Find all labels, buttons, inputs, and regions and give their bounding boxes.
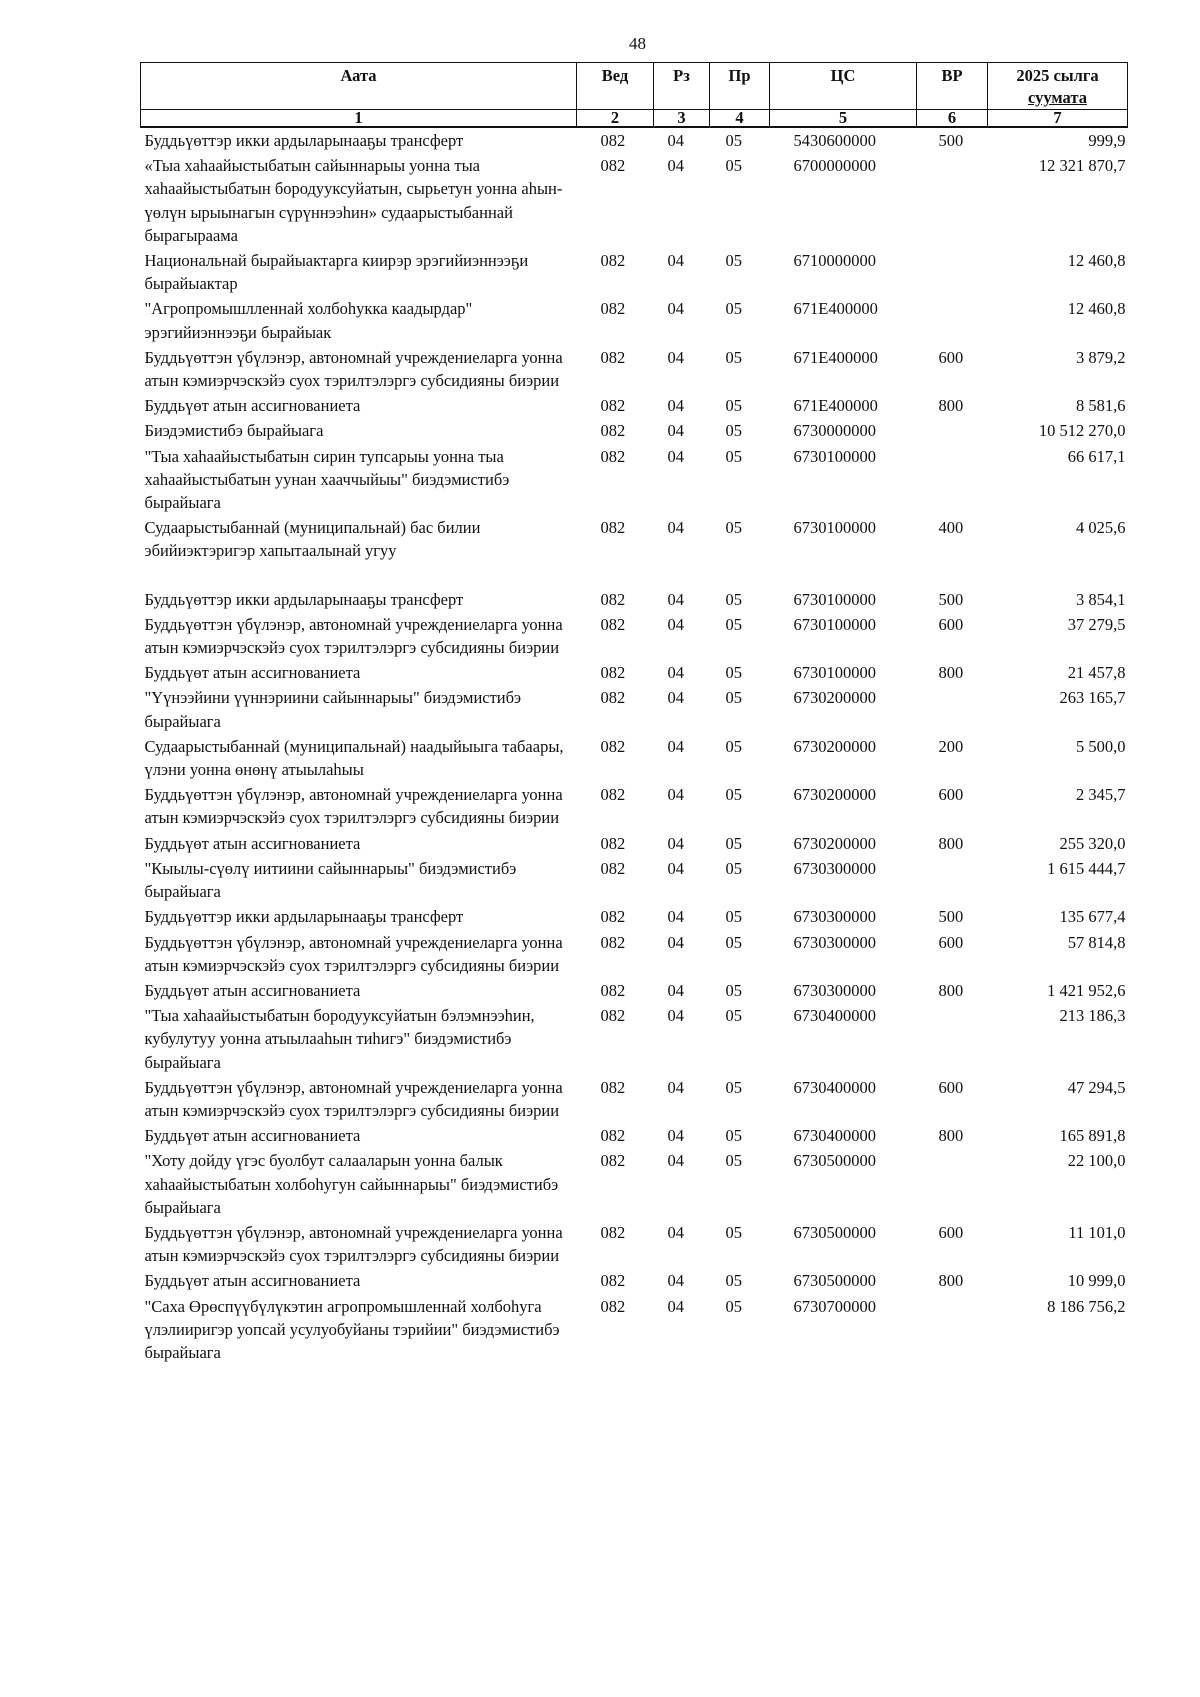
table-row [141,904,1128,929]
row-cs: 6730300000 [793,932,876,952]
header-pr: Пр [710,63,770,110]
row-ved: 082 [600,1296,626,1316]
row-pr: 05 [725,131,742,150]
row-amount: 12 321 870,7 [1038,156,1126,176]
row-name: Буддьүөттэр икки ардыларынааҕы трансферт [144,131,464,150]
row-rz: 04 [667,932,684,952]
row-name: Буддьүөттэн үбүлэнэр, автономнай учреждениеларга уонна атын кэмиэрчэскэйэ суох тэрилтэлэргэ субсидияны биэрии [144,614,563,658]
row-cs: 6730200000 [793,833,876,853]
row-vr [917,856,988,904]
row-vr: 400 [938,518,964,538]
row-cs: 6730300000 [793,980,876,1000]
row-amount: 1 421 952,6 [1047,980,1126,1000]
table-row [141,1220,1128,1268]
row-cs: 6730100000 [793,446,876,466]
row-ved: 082 [600,907,626,927]
row-rz: 04 [667,980,684,1000]
table-body [141,127,1128,1365]
row-vr: 600 [938,1222,964,1242]
row-ved: 082 [600,446,626,466]
table-row [141,1148,1128,1220]
row-cs: 6730300000 [793,858,876,878]
row-rz: 04 [667,688,684,708]
row-pr: 05 [725,736,742,756]
row-amount: 47 294,5 [1067,1077,1126,1097]
table-row [141,1294,1128,1366]
row-amount: 135 677,4 [1059,907,1126,927]
row-rz: 04 [667,1077,684,1097]
row-ved: 082 [600,1271,626,1291]
row-rz: 04 [667,396,684,416]
row-ved: 082 [600,347,626,367]
row-name: Буддьүөт атын ассигнованиета [144,833,361,853]
row-name: Буддьүөт атын ассигнованиета [144,980,361,1000]
row-name: "Агропромышлленнай холбоһукка каадырдар" эрэгийиэннээҕи бырайыак [144,299,473,342]
row-pr: 05 [725,614,742,634]
row-pr: 05 [725,347,742,367]
row-cs: 6730500000 [793,1271,876,1291]
row-rz: 04 [667,299,684,319]
row-ved: 082 [600,1151,626,1171]
row-vr [917,1148,988,1220]
table-row [141,782,1128,830]
row-name: Судаарыстыбаннай (муниципальнай) бас билии эбийиэктэригэр хапытаалынай угуу [144,518,481,561]
row-cs: 6730200000 [793,736,876,756]
row-ved: 082 [600,736,626,756]
row-rz: 04 [667,421,684,441]
table-row [141,345,1128,393]
row-rz: 04 [667,736,684,756]
table-row [141,248,1128,296]
row-rz: 04 [667,1006,684,1026]
row-vr: 600 [938,932,964,952]
row-pr: 05 [725,589,742,609]
row-rz: 04 [667,858,684,878]
header-cs: ЦС [770,63,917,110]
row-rz: 04 [667,347,684,367]
row-amount: 37 279,5 [1067,614,1126,634]
row-vr: 600 [938,614,964,634]
row-rz: 04 [667,1126,684,1146]
table-row [141,660,1128,685]
table-row [141,127,1128,153]
row-ved: 082 [600,688,626,708]
table-row [141,1075,1128,1123]
row-cs: 671Е400000 [793,299,878,319]
row-rz: 04 [667,1151,684,1171]
row-ved: 082 [600,421,626,441]
row-ved: 082 [600,299,626,319]
table-row [141,515,1128,586]
row-name: Буддьүөттэн үбүлэнэр, автономнай учреждениеларга уонна атын кэмиэрчэскэйэ суох тэрилтэлэргэ субсидияны биэрии [144,1222,563,1266]
table-row [141,153,1128,248]
row-vr [917,1003,988,1075]
page-number: 48 [629,34,646,53]
row-ved: 082 [600,396,626,416]
row-rz: 04 [667,663,684,683]
row-amount: 263 165,7 [1059,688,1126,708]
header-num: 5 [770,110,917,128]
row-name: Буддьүөттэн үбүлэнэр, автономнай учреждениеларга уонна атын кэмиэрчэскэйэ суох тэрилтэлэргэ субсидияны биэрии [144,347,563,391]
row-cs: 6730100000 [793,518,876,538]
row-rz: 04 [667,589,684,609]
row-pr: 05 [725,663,742,683]
table-row [141,1003,1128,1075]
row-vr: 600 [938,785,964,805]
row-name: Национальнай бырайыактарга киирэр эрэгийиэннээҕи бырайыактар [144,251,529,294]
row-amount: 22 100,0 [1067,1151,1126,1171]
header-amount-line1: 2025 сылга [1016,66,1099,85]
row-amount: 12 460,8 [1067,299,1126,319]
row-vr: 800 [938,833,964,853]
row-pr: 05 [725,1296,742,1316]
row-cs: 6730000000 [793,421,876,441]
row-vr: 200 [938,736,964,756]
row-pr: 05 [725,156,742,176]
row-pr: 05 [725,1006,742,1026]
table-row [141,685,1128,733]
row-amount: 8 186 756,2 [1047,1296,1126,1316]
row-pr: 05 [725,932,742,952]
row-name: "Саха Өрөспүүбүлүкэтин агропромышленнай холбоһуга үлэлииригэр уопсай усулуобуйаны тэрийии" биэдэмистибэ бырайыага [144,1296,560,1362]
header-num: 1 [141,110,577,128]
header-num: 4 [710,110,770,128]
header-amount-line2: суумата [1028,88,1087,107]
table-row [141,393,1128,418]
row-cs: 6730100000 [793,614,876,634]
row-vr [917,248,988,296]
row-amount: 255 320,0 [1059,833,1126,853]
row-rz: 04 [667,156,684,176]
row-amount: 1 615 444,7 [1047,858,1126,878]
row-amount: 3 879,2 [1076,347,1126,367]
table-row [141,978,1128,1003]
row-pr: 05 [725,688,742,708]
row-rz: 04 [667,614,684,634]
row-cs: 6730500000 [793,1151,876,1171]
header-num: 6 [917,110,988,128]
row-vr [917,685,988,733]
row-rz: 04 [667,1222,684,1242]
row-amount: 3 854,1 [1076,589,1126,609]
header-ved: Вед [577,63,654,110]
row-ved: 082 [600,1126,626,1146]
header-vr: ВР [917,63,988,110]
row-cs: 6730100000 [793,663,876,683]
row-rz: 04 [667,833,684,853]
row-vr: 800 [938,396,964,416]
row-ved: 082 [600,589,626,609]
row-cs: 6730200000 [793,785,876,805]
row-amount: 10 512 270,0 [1038,421,1126,441]
row-amount: 213 186,3 [1059,1006,1126,1026]
row-name: Буддьүөт атын ассигнованиета [144,1271,361,1291]
row-name: "Тыа хаһаайыстыбатын сирин тупсарыы уонна тыа хаһаайыстыбатын уунан хааччыйыы" биэдэмистибэ бырайыага [144,446,510,513]
header-amount [988,63,1128,110]
row-pr: 05 [725,980,742,1000]
row-cs: 6700000000 [793,156,876,176]
table-row [141,418,1128,443]
table-row [141,831,1128,856]
row-amount: 2 345,7 [1076,785,1126,805]
row-cs: 6730400000 [793,1077,876,1097]
table-row [141,296,1128,344]
table-row [141,734,1128,782]
row-name: Биэдэмистибэ бырайыага [144,421,324,441]
row-pr: 05 [725,907,742,927]
row-name: Буддьүөттэн үбүлэнэр, автономнай учреждениеларга уонна атын кэмиэрчэскэйэ суох тэрилтэлэргэ субсидияны биэрии [144,932,563,975]
row-name: "Үүнээйини үүннэриини сайыннарыы" биэдэмистибэ бырайыага [144,688,522,731]
row-vr: 500 [938,907,964,927]
row-cs: 671Е400000 [793,347,878,367]
row-vr [917,418,988,443]
row-amount: 999,9 [1088,131,1126,150]
row-amount: 12 460,8 [1067,251,1126,271]
header-num: 7 [988,110,1128,128]
row-ved: 082 [600,785,626,805]
budget-table [140,62,1128,1365]
row-vr: 600 [938,1077,964,1097]
header-num: 2 [577,110,654,128]
row-cs: 6730500000 [793,1222,876,1242]
table-row [141,444,1128,516]
table-row [141,856,1128,904]
row-rz: 04 [667,518,684,538]
table-row [141,930,1128,978]
row-ved: 082 [600,1077,626,1097]
row-vr: 500 [938,589,964,609]
row-vr: 800 [938,1271,964,1291]
row-amount: 4 025,6 [1076,518,1126,538]
row-amount: 165 891,8 [1059,1126,1126,1146]
row-ved: 082 [600,932,626,952]
row-amount: 57 814,8 [1067,932,1126,952]
row-vr: 600 [938,347,964,367]
row-name: Буддьүөттэн үбүлэнэр, автономнай учреждениеларга уонна атын кэмиэрчэскэйэ суох тэрилтэлэргэ субсидияны биэрии [144,1077,563,1120]
row-vr: 500 [938,131,964,150]
table-row [141,1268,1128,1293]
row-cs: 6730200000 [793,688,876,708]
table-header [141,63,1128,128]
row-name: Буддьүөт атын ассигнованиета [144,663,361,683]
row-pr: 05 [725,446,742,466]
row-amount: 11 101,0 [1068,1222,1126,1242]
row-name: Судаарыстыбаннай (муниципальнай) наадыйыыга табаары, үлэни уонна өнөнү атыылаһыы [144,736,564,780]
row-cs: 6730400000 [793,1126,876,1146]
row-vr [917,444,988,516]
row-pr: 05 [725,785,742,805]
row-ved: 082 [600,858,626,878]
row-name: Буддьүөттэр икки ардыларынааҕы трансферт [144,907,464,927]
row-ved: 082 [600,833,626,853]
row-name: Буддьүөттэр икки ардыларынааҕы трансферт [144,589,464,609]
row-name: "Хоту дойду үгэс буолбут салааларын уонна балык хаһаайыстыбатын холбоһугун сайыннарыы" биэдэмистибэ бырайыага [144,1151,559,1217]
row-name: Буддьүөт атын ассигнованиета [144,1126,361,1146]
row-name: "Тыа хаһаайыстыбатын бородууксуйатын бэлэмнээһин, кубулутуу уонна атыылааһын тиһигэ" биэдэмистибэ бырайыага [144,1006,535,1072]
table-row [141,612,1128,660]
row-rz: 04 [667,907,684,927]
row-ved: 082 [600,131,626,150]
row-amount: 66 617,1 [1067,446,1126,466]
row-cs: 6730700000 [793,1296,876,1316]
row-ved: 082 [600,251,626,271]
row-pr: 05 [725,833,742,853]
row-name: Буддьүөттэн үбүлэнэр, автономнай учреждениеларга уонна атын кэмиэрчэскэйэ суох тэрилтэлэргэ субсидияны биэрии [144,785,563,828]
row-cs: 5430600000 [793,131,876,150]
row-ved: 082 [600,1222,626,1242]
row-pr: 05 [725,396,742,416]
row-amount: 10 999,0 [1067,1271,1126,1291]
row-name: Буддьүөт атын ассигнованиета [144,396,361,416]
row-rz: 04 [667,251,684,271]
row-vr: 800 [938,663,964,683]
row-pr: 05 [725,1271,742,1291]
header-name: Аата [141,63,577,110]
row-ved: 082 [600,156,626,176]
row-pr: 05 [725,1126,742,1146]
row-ved: 082 [600,980,626,1000]
row-amount: 8 581,6 [1076,396,1126,416]
row-vr: 800 [938,1126,964,1146]
row-pr: 05 [725,421,742,441]
row-name: «Тыа хаһаайыстыбатын сайыннарыы уонна тыа хаһаайыстыбатын бородууксуйатын, сырьетун уонна аһын-үөлүн ырыынагын сүрүннээһин» судаарыстыбаннай бырагыраама [144,156,563,245]
row-vr [917,1294,988,1366]
header-num: 3 [654,110,710,128]
table-row [141,1123,1128,1148]
table-row [141,587,1128,612]
row-ved: 082 [600,1006,626,1026]
row-ved: 082 [600,518,626,538]
row-rz: 04 [667,1296,684,1316]
row-pr: 05 [725,251,742,271]
row-pr: 05 [725,858,742,878]
row-rz: 04 [667,785,684,805]
row-vr [917,296,988,344]
header-rz: Рз [654,63,710,110]
row-pr: 05 [725,299,742,319]
row-vr: 800 [938,980,964,1000]
row-rz: 04 [667,446,684,466]
row-pr: 05 [725,518,742,538]
row-amount: 5 500,0 [1076,736,1126,756]
row-rz: 04 [667,131,684,150]
row-pr: 05 [725,1151,742,1171]
row-pr: 05 [725,1077,742,1097]
row-rz: 04 [667,1271,684,1291]
row-amount: 21 457,8 [1067,663,1126,683]
row-cs: 6730400000 [793,1006,876,1026]
row-cs: 671Е400000 [793,396,878,416]
row-ved: 082 [600,663,626,683]
row-cs: 6730100000 [793,589,876,609]
row-vr [917,153,988,248]
row-pr: 05 [725,1222,742,1242]
row-ved: 082 [600,614,626,634]
row-name: "Кыылы-сүөлү иитиини сайыннарыы" биэдэмистибэ бырайыага [144,858,517,902]
row-cs: 6710000000 [793,251,876,271]
row-cs: 6730300000 [793,907,876,927]
